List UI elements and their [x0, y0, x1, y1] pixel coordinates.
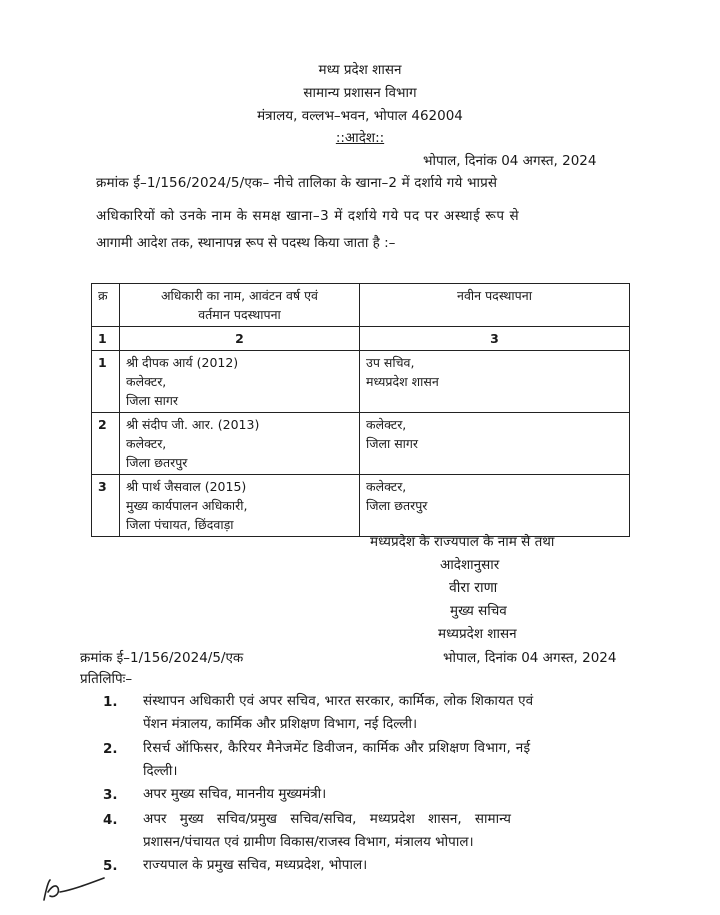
new-place: मध्यप्रदेश शासन — [366, 374, 439, 389]
current-place: जिला छतरपुर — [126, 455, 188, 470]
copy-item-line-1: अपर मुख्य सचिव/प्रमुख सचिव/सचिव, मध्यप्रदेश शासन, सामान्य — [143, 811, 511, 827]
new-place: जिला सागर — [366, 436, 419, 451]
row-serial: 1 — [92, 351, 120, 413]
order-title — [0, 128, 720, 146]
by-order-line: आदेशानुसार — [440, 557, 500, 573]
table-colnum-row — [92, 327, 630, 351]
current-place: जिला सागर — [126, 393, 179, 408]
copy-label: प्रतिलिपिः– — [80, 671, 133, 687]
copy-item-number: 3. — [103, 787, 118, 803]
authority-line: मध्यप्रदेश के राज्यपाल के नाम से तथा — [370, 534, 555, 550]
signatory-designation: मुख्य सचिव — [450, 603, 507, 619]
row-officer — [120, 475, 360, 537]
copy-item-line-2: प्रशासन/पंचायत एवं ग्रामीण विकास/राजस्व विभाग, मंत्रालय भोपाल। — [143, 834, 474, 850]
copy-item-number: 4. — [103, 812, 118, 828]
govt-name: मध्य प्रदेश शासन — [318, 62, 402, 78]
copy-item-line-1: राज्यपाल के प्रमुख सचिव, मध्यप्रदेश, भोपाल। — [143, 857, 368, 873]
header-officer-line-2: वर्तमान पदस्थापना — [198, 307, 281, 322]
intro-line-3: आगामी आदेश तक, स्थानापन्न रूप से पदस्थ किया जाता है :– — [96, 235, 396, 251]
intro-line-1: क्रमांक ई–1/156/2024/5/एक– नीचे तालिका के खाना–2 में दर्शाये गये भाप्रसे — [96, 175, 498, 191]
department-name: सामान्य प्रशासन विभाग — [303, 85, 417, 101]
intro-line-2: अधिकारियों को उनके नाम के समक्ष खाना–3 में दर्शाये गये पद पर अस्थाई रूप से — [96, 208, 520, 224]
copy-ref-date: भोपाल, दिनांक 04 अगस्त, 2024 — [443, 650, 617, 666]
initials-signature-icon — [38, 874, 108, 904]
row-new-posting — [360, 475, 630, 537]
officer-name: श्री दीपक आर्य (2012) — [126, 355, 239, 370]
new-post: कलेक्टर, — [366, 417, 407, 432]
row-serial: 3 — [92, 475, 120, 537]
copy-ref-number: क्रमांक ई–1/156/2024/5/एक — [80, 650, 244, 666]
officer-name: श्री संदीप जी. आर. (2013) — [126, 417, 260, 432]
copy-item-line-1: अपर मुख्य सचिव, माननीय मुख्यमंत्री। — [143, 786, 327, 802]
colnum-3: 3 — [360, 327, 630, 351]
new-post: उप सचिव, — [366, 355, 415, 370]
table-header-row — [92, 284, 630, 327]
posting-table — [91, 283, 630, 537]
header-serial: क्र — [92, 284, 120, 327]
table-row — [92, 475, 630, 537]
table-row — [92, 413, 630, 475]
copy-item-line-2: पेंशन मंत्रालय, कार्मिक और प्रशिक्षण विभाग, नई दिल्ली। — [143, 716, 418, 732]
copy-item-line-1: संस्थापन अधिकारी एवं अपर सचिव, भारत सरकार, कार्मिक, लोक शिकायत एवं — [143, 693, 534, 709]
current-post: कलेक्टर, — [126, 436, 167, 451]
header-new-posting: नवीन पदस्थापना — [360, 284, 630, 327]
department-address: मंत्रालय, वल्लभ–भवन, भोपाल 462004 — [257, 108, 463, 124]
row-officer — [120, 351, 360, 413]
new-post: कलेक्टर, — [366, 479, 407, 494]
header-officer-line-1: अधिकारी का नाम, आवंटन वर्ष एवं — [161, 288, 318, 303]
colnum-2: 2 — [120, 327, 360, 351]
copy-item-number: 2. — [103, 741, 118, 757]
order-date: भोपाल, दिनांक 04 अगस्त, 2024 — [423, 153, 597, 169]
current-place: जिला पंचायत, छिंदवाड़ा — [126, 517, 234, 532]
signatory-org: मध्यप्रदेश शासन — [438, 626, 517, 642]
copy-item-line-2: दिल्ली। — [143, 763, 178, 779]
copy-item-number: 5. — [103, 858, 118, 874]
header-officer — [120, 284, 360, 327]
row-serial: 2 — [92, 413, 120, 475]
table-row — [92, 351, 630, 413]
signatory-name: वीरा राणा — [449, 580, 498, 596]
row-new-posting — [360, 351, 630, 413]
new-place: जिला छतरपुर — [366, 498, 428, 513]
order-title-text: ::आदेश:: — [335, 130, 385, 146]
row-new-posting — [360, 413, 630, 475]
current-post: मुख्य कार्यपालन अधिकारी, — [126, 498, 248, 513]
colnum-1: 1 — [92, 327, 120, 351]
officer-name: श्री पार्थ जैसवाल (2015) — [126, 479, 247, 494]
current-post: कलेक्टर, — [126, 374, 167, 389]
copy-item-number: 1. — [103, 694, 118, 710]
row-officer — [120, 413, 360, 475]
copy-item-line-1: रिसर्च ऑफिसर, कैरियर मैनेजमेंट डिवीजन, कार्मिक और प्रशिक्षण विभाग, नई — [143, 740, 531, 756]
